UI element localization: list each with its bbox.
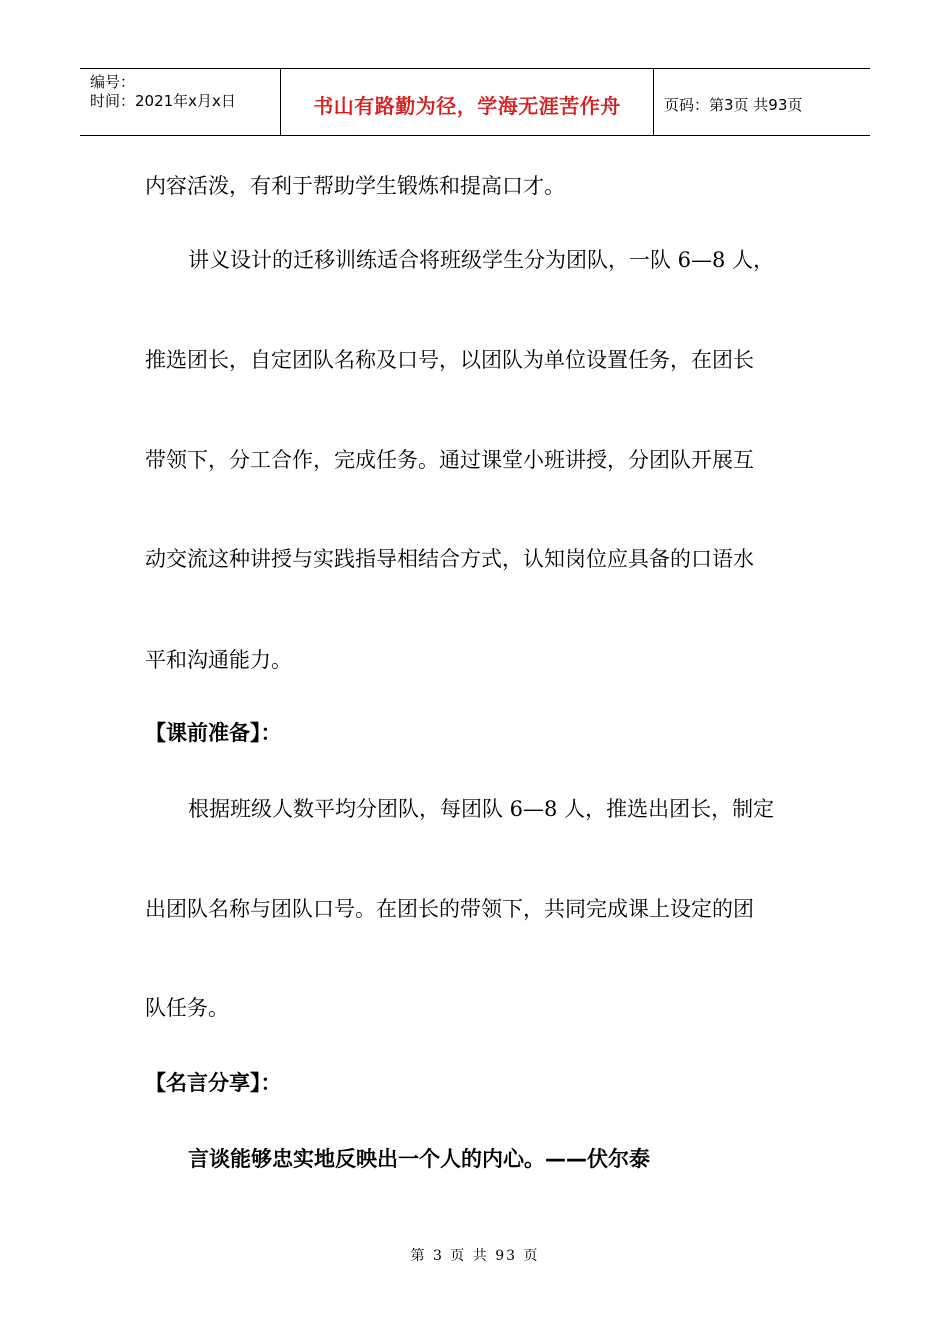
header-page-info: 页码：第3页 共93页 — [664, 95, 803, 114]
header-meta-cell — [80, 69, 281, 135]
serial-number-label: 编号： — [90, 73, 136, 91]
paragraph-line: 根据班级人数平均分团队，每团队 6—8 人，推选出团长，制定 — [188, 797, 775, 821]
paragraph-line: 推选团长，自定团队名称及口号，以团队为单位设置任务，在团长 — [145, 348, 754, 372]
document-header — [80, 68, 870, 136]
paragraph-line: 出团队名称与团队口号。在团长的带领下，共同完成课上设定的团 — [145, 897, 754, 921]
paragraph-line: 动交流这种讲授与实践指导相结合方式，认知岗位应具备的口语水 — [145, 547, 754, 571]
famous-quote: 言谈能够忠实地反映出一个人的内心。——伏尔泰 — [188, 1147, 650, 1171]
paragraph-line: 队任务。 — [145, 996, 229, 1020]
section-heading-quote: 【名言分享】： — [145, 1071, 282, 1095]
date-label: 时间：2021年x月x日 — [90, 92, 236, 110]
section-heading-prep: 【课前准备】： — [145, 721, 282, 745]
page-footer: 第 3 页 共 93 页 — [410, 1248, 540, 1264]
paragraph-line: 平和沟通能力。 — [145, 648, 292, 672]
paragraph-line: 带领下，分工合作，完成任务。通过课堂小班讲授，分团队开展互 — [145, 448, 754, 472]
header-motto: 书山有路勤为径，学海无涯苦作舟 — [281, 69, 654, 135]
paragraph-line: 讲义设计的迁移训练适合将班级学生分为团队，一队 6—8 人， — [188, 248, 775, 272]
paragraph-line: 内容活泼，有利于帮助学生锻炼和提高口才。 — [145, 174, 565, 198]
